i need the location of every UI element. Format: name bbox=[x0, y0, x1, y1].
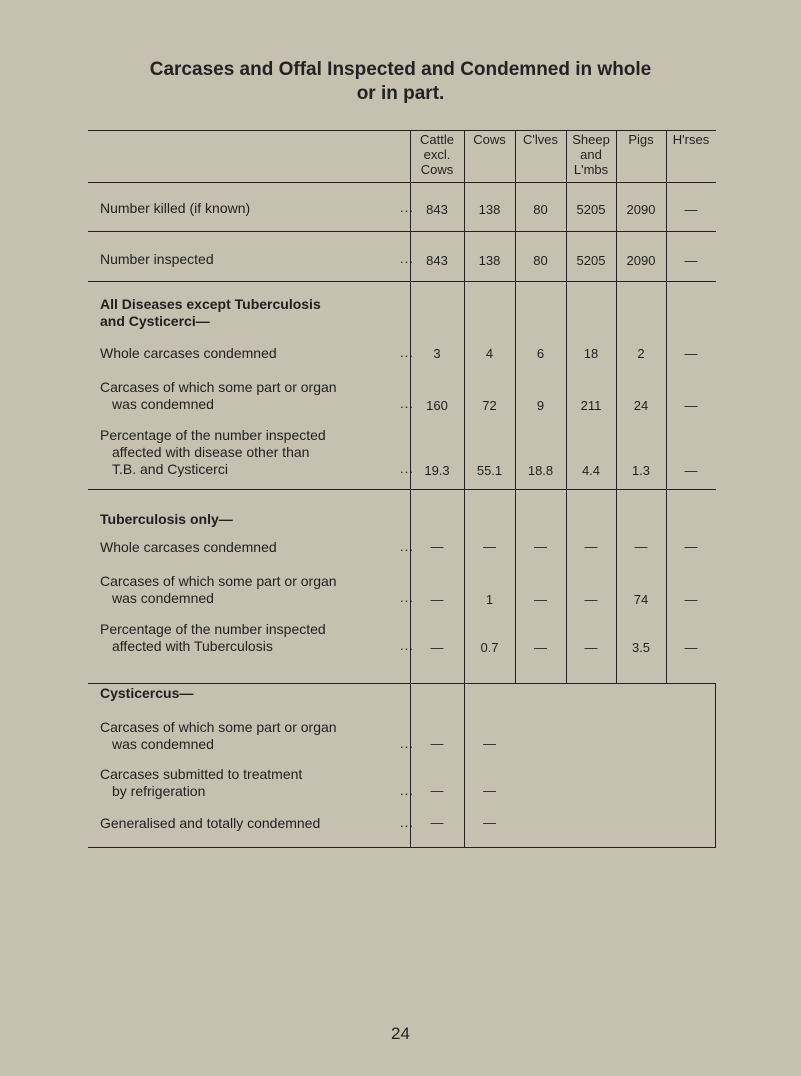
column-header-sheep: Sheep and L'mbs bbox=[572, 132, 610, 177]
rule-all-diseases bbox=[88, 489, 716, 490]
leader-dots: ... bbox=[400, 638, 414, 653]
cell: — bbox=[430, 539, 444, 554]
row-label-part-condemned: Carcases of which some part or organ was condemned bbox=[100, 379, 337, 412]
leader-dots: ... bbox=[400, 251, 414, 266]
cell: 3 bbox=[433, 346, 441, 361]
row-label-cyst-part: Carcases of which some part or organ was condemned bbox=[100, 719, 337, 752]
cell: 1.3 bbox=[631, 463, 651, 478]
leader-dots: ... bbox=[400, 461, 414, 476]
cell: 2 bbox=[637, 346, 645, 361]
leader-dots: ... bbox=[400, 815, 414, 830]
cell: — bbox=[430, 815, 444, 830]
cell: 55.1 bbox=[476, 463, 503, 478]
cell: — bbox=[483, 736, 496, 751]
col-rule-right bbox=[715, 683, 716, 848]
cell: 5205 bbox=[576, 253, 606, 268]
cell: — bbox=[684, 592, 698, 607]
cell: — bbox=[684, 640, 698, 655]
cell: — bbox=[483, 815, 496, 830]
column-header-horses: H'rses bbox=[672, 132, 710, 147]
cell: — bbox=[483, 539, 496, 554]
column-header-cows: Cows bbox=[473, 132, 506, 147]
row-label-number-inspected: Number inspected bbox=[100, 251, 214, 267]
rule-inspected bbox=[88, 281, 716, 282]
cell: 5205 bbox=[576, 202, 606, 217]
row-label-percentage-other: Percentage of the number inspected affected with disease other than T.B. and Cysticerci bbox=[100, 427, 326, 477]
cell: — bbox=[684, 463, 698, 478]
cell: — bbox=[430, 783, 444, 798]
row-label-cyst-refrigeration: Carcases submitted to treatment by refrigeration bbox=[100, 766, 303, 799]
cell: 80 bbox=[533, 202, 548, 217]
row-label-tb-part: Carcases of which some part or organ was condemned bbox=[100, 573, 337, 606]
cell: — bbox=[430, 736, 444, 751]
rule-header bbox=[88, 182, 716, 183]
cell: 9 bbox=[536, 398, 545, 413]
leader-dots: ... bbox=[400, 345, 414, 360]
cell: 1 bbox=[485, 592, 494, 607]
cell: — bbox=[634, 539, 648, 554]
cell: — bbox=[684, 253, 698, 268]
rule-tuberculosis bbox=[88, 683, 716, 684]
cell: 18.8 bbox=[527, 463, 554, 478]
column-header-calves: C'lves bbox=[523, 132, 558, 147]
cell: 2090 bbox=[626, 202, 656, 217]
cell: 0.7 bbox=[480, 640, 499, 655]
cell: 843 bbox=[426, 202, 448, 217]
cell: 4.4 bbox=[581, 463, 601, 478]
cell: 80 bbox=[533, 253, 548, 268]
leader-dots: ... bbox=[400, 783, 414, 798]
cell: — bbox=[684, 346, 698, 361]
leader-dots: ... bbox=[400, 396, 414, 411]
cell: — bbox=[584, 640, 598, 655]
section-heading-tuberculosis: Tuberculosis only— bbox=[100, 511, 233, 527]
cell: — bbox=[684, 539, 698, 554]
cell: 6 bbox=[536, 346, 545, 361]
cell: 3.5 bbox=[631, 640, 651, 655]
cell: 74 bbox=[633, 592, 649, 607]
cell: 138 bbox=[478, 202, 501, 217]
cell: 72 bbox=[482, 398, 497, 413]
cell: — bbox=[684, 398, 698, 413]
cell: 138 bbox=[478, 253, 501, 268]
cell: 843 bbox=[426, 253, 448, 268]
cell: — bbox=[534, 592, 547, 607]
section-heading-all-diseases: All Diseases except Tuberculosis and Cysticerci— bbox=[100, 296, 321, 329]
row-label-cyst-generalised: Generalised and totally condemned bbox=[100, 815, 321, 831]
cell: — bbox=[534, 640, 547, 655]
leader-dots: ... bbox=[400, 736, 414, 751]
rule-killed bbox=[88, 231, 716, 232]
row-label-tb-whole: Whole carcases condemned bbox=[100, 539, 277, 555]
row-label-tb-percentage: Percentage of the number inspected affected with Tuberculosis bbox=[100, 621, 326, 654]
title-line-1: Carcases and Offal Inspected and Condemned in whole bbox=[149, 59, 652, 80]
leader-dots: ... bbox=[400, 200, 414, 215]
cell: 19.3 bbox=[424, 463, 450, 478]
cell: 18 bbox=[583, 346, 599, 361]
cell: — bbox=[430, 640, 444, 655]
page-number: 24 bbox=[391, 1024, 410, 1043]
cell: 160 bbox=[426, 398, 448, 413]
cell: — bbox=[584, 539, 598, 554]
rule-bottom bbox=[88, 847, 716, 848]
rule-top bbox=[88, 130, 716, 131]
column-header-cattle: Cattle excl. Cows bbox=[420, 132, 454, 177]
title-line-2: or in part. bbox=[356, 83, 445, 104]
row-label-whole-condemned: Whole carcases condemned bbox=[100, 345, 277, 361]
row-label-number-killed: Number killed (if known) bbox=[100, 200, 251, 216]
cell: 211 bbox=[580, 398, 602, 413]
cell: — bbox=[684, 202, 698, 217]
cell: 2090 bbox=[626, 253, 656, 268]
section-heading-cysticercus: Cysticercus— bbox=[100, 685, 194, 701]
cell: — bbox=[534, 539, 547, 554]
cell: — bbox=[584, 592, 598, 607]
cell: 24 bbox=[633, 398, 649, 413]
leader-dots: ... bbox=[400, 539, 414, 554]
column-header-pigs: Pigs bbox=[628, 132, 654, 147]
cell: 4 bbox=[485, 346, 494, 361]
carcases-table bbox=[88, 130, 716, 848]
page-title bbox=[0, 58, 801, 106]
cell: — bbox=[430, 592, 444, 607]
leader-dots: ... bbox=[400, 590, 414, 605]
cell: — bbox=[483, 783, 496, 798]
